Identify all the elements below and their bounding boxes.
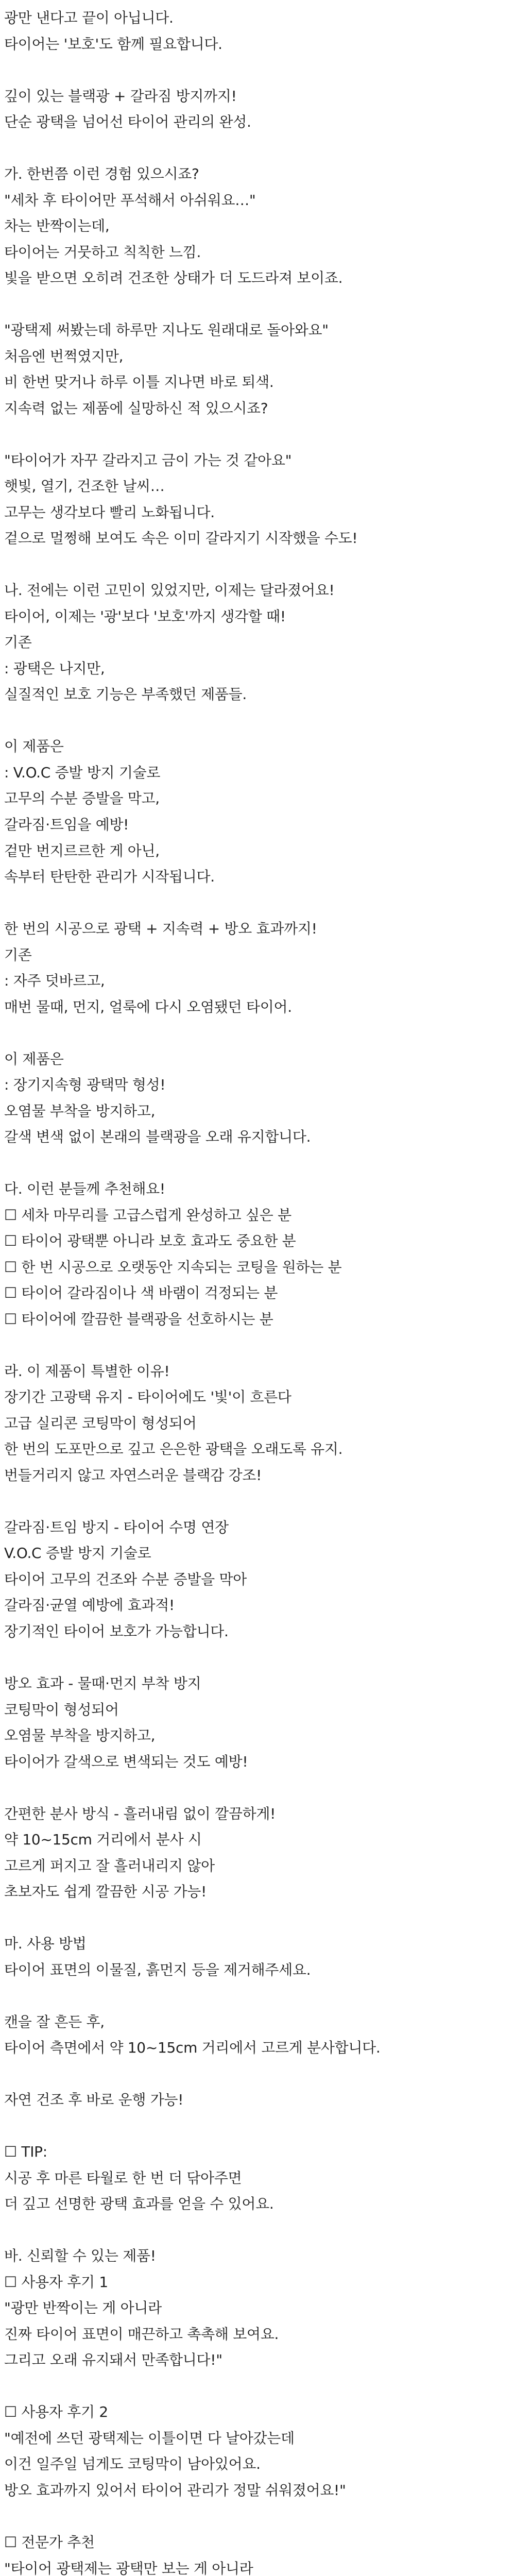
text-line bbox=[4, 890, 511, 917]
text-line: ☐ TIP: bbox=[4, 2143, 47, 2161]
text-line bbox=[4, 135, 511, 162]
text-line: 오염물 부착을 방지하고, bbox=[4, 1727, 156, 1744]
text-line: 다. 이런 분들께 추천해요! bbox=[4, 1180, 165, 1198]
text-line: 자연 건조 후 바로 운행 가능! bbox=[4, 2091, 184, 2109]
text-line: 장기적인 타이어 보호가 가능합니다. bbox=[4, 1622, 229, 1640]
text-line: 한 번의 도포만으로 깊고 은은한 광택을 오래도록 유지. bbox=[4, 1440, 343, 1458]
text-line: 속부터 탄탄한 관리가 시작됩니다. bbox=[4, 868, 215, 886]
text-line: 마. 사용 방법 bbox=[4, 1935, 87, 1953]
text-line: : 장기지속형 광택막 형성! bbox=[4, 1076, 166, 1094]
text-line: 캔을 잘 흔든 후, bbox=[4, 2013, 105, 2030]
text-line: 광만 낸다고 끝이 아닙니다. bbox=[4, 9, 174, 26]
text-line: 라. 이 제품이 특별한 이유! bbox=[4, 1362, 170, 1380]
text-line bbox=[4, 1150, 511, 1177]
text-line bbox=[4, 2504, 511, 2530]
text-line: 타이어 표면의 이물질, 흙먼지 등을 제거해주세요. bbox=[4, 1961, 311, 1978]
text-line bbox=[4, 2061, 511, 2088]
text-line: ☐ 전문가 추천 bbox=[4, 2534, 95, 2551]
text-line: 비 한번 맞거나 하루 이틀 지나면 바로 퇴색. bbox=[4, 374, 274, 391]
text-line: 번들거리지 않고 자연스러운 블랙감 강조! bbox=[4, 1466, 262, 1484]
text-line: 갈색 변색 없이 본래의 블랙광을 오래 유지합니다. bbox=[4, 1128, 311, 1146]
text-line bbox=[4, 1645, 511, 1671]
text-line: 이건 일주일 넘게도 코팅막이 남아있어요. bbox=[4, 2455, 261, 2473]
text-line: 이 제품은 bbox=[4, 738, 64, 755]
text-line: 나. 전에는 이런 고민이 있었지만, 이제는 달라졌어요! bbox=[4, 582, 335, 599]
text-line: 매번 물때, 먼지, 얼룩에 다시 오염됐던 타이어. bbox=[4, 998, 292, 1015]
text-line bbox=[4, 1775, 511, 1801]
text-line: 갈라짐·균열 예방에 효과적! bbox=[4, 1597, 175, 1614]
text-line: 초보자도 쉽게 깔끔한 시공 가능! bbox=[4, 1883, 207, 1901]
text-line: 기존 bbox=[4, 946, 32, 963]
text-line: 타이어가 갈색으로 변색되는 것도 예방! bbox=[4, 1753, 248, 1770]
text-line: 깊이 있는 블랙광 + 갈라짐 방지까지! bbox=[4, 87, 237, 105]
text-line: 실질적인 보호 기능은 부족했던 제품들. bbox=[4, 686, 247, 703]
text-line: 간편한 분사 방식 - 흘러내림 없이 깔끔하게! bbox=[4, 1805, 276, 1822]
text-line: ☐ 세차 마무리를 고급스럽게 완성하고 싶은 분 bbox=[4, 1206, 291, 1224]
text-line: 타이어 측면에서 약 10~15cm 거리에서 고르게 분사합니다. bbox=[4, 2039, 381, 2057]
text-line: 겉으로 멀쩡해 보여도 속은 이미 갈라지기 시작했을 수도! bbox=[4, 530, 358, 547]
text-line bbox=[4, 57, 511, 83]
text-line: ☐ 한 번 시공으로 오랫동안 지속되는 코팅을 원하는 분 bbox=[4, 1258, 342, 1276]
text-line bbox=[4, 552, 511, 578]
text-line: 고무는 생각보다 빨리 노화됩니다. bbox=[4, 503, 215, 521]
text-line: 약 10~15cm 거리에서 분사 시 bbox=[4, 1831, 202, 1849]
text-line: "예전에 쓰던 광택제는 이틀이면 다 날아갔는데 bbox=[4, 2429, 295, 2447]
text-line: 햇빛, 열기, 건조한 날씨… bbox=[4, 478, 165, 495]
text-line: "광만 반짝이는 게 아니라 bbox=[4, 2299, 162, 2317]
text-line: 고르게 퍼지고 잘 흘러내리지 않아 bbox=[4, 1857, 215, 1874]
text-line: 방오 효과까지 있어서 타이어 관리가 정말 쉬워졌어요!" bbox=[4, 2481, 346, 2499]
text-line bbox=[4, 708, 511, 734]
text-line: ☐ 사용자 후기 1 bbox=[4, 2273, 108, 2291]
text-line bbox=[4, 292, 511, 318]
text-line bbox=[4, 1020, 511, 1046]
text-line: 방오 효과 - 물때·먼지 부착 방지 bbox=[4, 1675, 201, 1692]
text-line: "광택제 써봤는데 하루만 지나도 원래대로 돌아와요" bbox=[4, 321, 329, 339]
text-line: : 광택은 나지만, bbox=[4, 659, 105, 677]
text-line: 진짜 타이어 표면이 매끈하고 촉촉해 보여요. bbox=[4, 2325, 279, 2343]
text-line: 시공 후 마른 타월로 한 번 더 닦아주면 bbox=[4, 2169, 242, 2187]
text-line: 이 제품은 bbox=[4, 1050, 64, 1067]
text-line: 빛을 받으면 오히려 건조한 상태가 더 도드라져 보이죠. bbox=[4, 269, 343, 287]
text-line: 한 번의 시공으로 광택 + 지속력 + 방오 효과까지! bbox=[4, 920, 317, 938]
text-line: 단순 광택을 넘어선 타이어 관리의 완성. bbox=[4, 113, 251, 131]
text-line: : V.O.C 증발 방지 기술로 bbox=[4, 764, 161, 781]
text-line: 겉만 번지르르한 게 아닌, bbox=[4, 842, 160, 859]
text-line: : 자주 덧바르고, bbox=[4, 972, 105, 990]
text-line: "타이어 광택제는 광택만 보는 게 아니라 bbox=[4, 2560, 253, 2576]
text-line: 고급 실리콘 코팅막이 형성되어 bbox=[4, 1414, 197, 1432]
text-line bbox=[4, 2113, 511, 2140]
text-line: ☐ 타이어 광택뿐 아니라 보호 효과도 중요한 분 bbox=[4, 1232, 296, 1250]
text-line: 지속력 없는 제품에 실망하신 적 있으시죠? bbox=[4, 399, 268, 417]
text-line: 타이어 고무의 건조와 수분 증발을 막아 bbox=[4, 1570, 247, 1588]
text-line: 오염물 부착을 방지하고, bbox=[4, 1102, 156, 1120]
text-line bbox=[4, 421, 511, 448]
text-line bbox=[4, 1905, 511, 1931]
text-line: 코팅막이 형성되어 bbox=[4, 1701, 119, 1718]
text-line: 갈라짐·트임 방지 - 타이어 수명 연장 bbox=[4, 1518, 229, 1536]
text-line: 타이어는 거뭇하고 칙칙한 느낌. bbox=[4, 243, 201, 261]
text-line: 가. 한번쯤 이런 경험 있으시죠? bbox=[4, 165, 199, 183]
text-line: V.O.C 증발 방지 기술로 bbox=[4, 1545, 151, 1562]
text-line: 바. 신뢰할 수 있는 제품! bbox=[4, 2247, 156, 2265]
text-line bbox=[4, 1983, 511, 2009]
text-line: ☐ 타이어 갈라짐이나 색 바램이 걱정되는 분 bbox=[4, 1284, 278, 1302]
text-line: 처음엔 번쩍였지만, bbox=[4, 347, 124, 365]
text-line: ☐ 사용자 후기 2 bbox=[4, 2403, 108, 2421]
text-line: 기존 bbox=[4, 634, 32, 651]
text-line bbox=[4, 1488, 511, 1515]
text-line: 타이어는 '보호'도 함께 필요합니다. bbox=[4, 35, 222, 53]
text-line: "타이어가 자꾸 갈라지고 금이 가는 것 같아요" bbox=[4, 451, 292, 469]
text-line: 장기간 고광택 유지 - 타이어에도 '빛'이 흐른다 bbox=[4, 1388, 291, 1406]
text-line bbox=[4, 2217, 511, 2244]
text-line: 고무의 수분 증발을 막고, bbox=[4, 790, 160, 807]
text-line: "세차 후 타이어만 푸석해서 아쉬워요…" bbox=[4, 191, 256, 209]
text-line: 그리고 오래 유지돼서 만족합니다!" bbox=[4, 2351, 222, 2369]
text-line: 갈라짐·트임을 예방! bbox=[4, 816, 129, 833]
text-line: ☐ 타이어에 깔끔한 블랙광을 선호하시는 분 bbox=[4, 1310, 273, 1328]
text-line: 더 깊고 선명한 광택 효과를 얻을 수 있어요. bbox=[4, 2195, 274, 2213]
description-text-block bbox=[4, 5, 511, 2576]
text-line bbox=[4, 2374, 511, 2400]
text-line: 타이어, 이제는 '광'보다 '보호'까지 생각할 때! bbox=[4, 607, 286, 625]
text-line: 차는 반짝이는데, bbox=[4, 217, 110, 235]
text-line bbox=[4, 1332, 511, 1359]
